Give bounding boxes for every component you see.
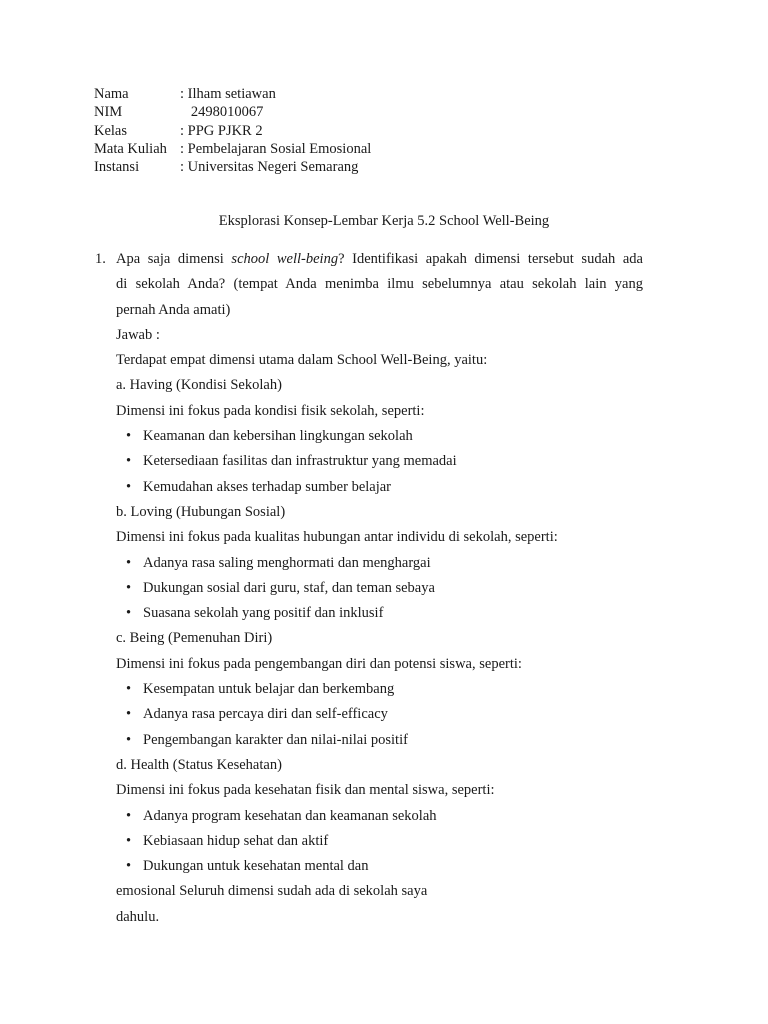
section-description: Dimensi ini fokus pada kualitas hubungan antar individu di sekolah, seperti:	[116, 529, 558, 546]
list-item-text: Ketersediaan fasilitas dan infrastruktur yang memadai	[143, 453, 457, 470]
question-text: ? Identifikasi apakah dimensi tersebut sudah ada	[338, 251, 643, 267]
list-item	[95, 424, 643, 449]
list-item-text: Pengembangan karakter dan nilai-nilai positif	[143, 731, 408, 748]
list-item	[95, 449, 643, 474]
bullet-icon: •	[126, 478, 132, 495]
list-item	[95, 576, 643, 601]
list-item	[95, 677, 643, 702]
question-line	[95, 247, 643, 272]
section-heading: b. Loving (Hubungan Sosial)	[116, 503, 286, 520]
info-label: Kelas	[94, 122, 128, 139]
list-item-text: Suasana sekolah yang positif dan inklusif	[143, 605, 384, 622]
bullet-icon: •	[126, 807, 132, 824]
list-item-text: Dukungan sosial dari guru, staf, dan teman sebaya	[143, 579, 435, 596]
bullet-icon: •	[126, 681, 132, 698]
info-row-name	[94, 85, 371, 103]
info-row-nim	[94, 103, 371, 121]
info-value: 2498010067	[180, 104, 264, 121]
list-item-text: Adanya program kesehatan dan keamanan sekolah	[143, 807, 437, 824]
bullet-icon: •	[126, 579, 132, 596]
bullet-icon: •	[126, 428, 132, 445]
list-item	[95, 829, 643, 854]
info-value: : Ilham setiawan	[180, 86, 276, 102]
info-value: : PPG PJKR 2	[180, 122, 263, 139]
question-line: pernah Anda amati)	[116, 301, 231, 318]
info-label: Nama	[94, 86, 129, 102]
section-description: Dimensi ini fokus pada kondisi fisik sekolah, seperti:	[116, 402, 425, 419]
bullet-icon: •	[126, 453, 132, 470]
info-row-class	[94, 122, 371, 140]
list-item	[95, 728, 643, 753]
document-body	[95, 247, 643, 930]
list-item-text: Dukungan untuk kesehatan mental dan	[143, 858, 369, 875]
info-row-institution	[94, 158, 371, 176]
question-text: Apa saja dimensi	[116, 251, 232, 267]
section-heading: c. Being (Pemenuhan Diri)	[116, 630, 273, 647]
bullet-icon: •	[126, 706, 132, 723]
info-value: : Pembelajaran Sosial Emosional	[180, 140, 372, 157]
answer-intro: Terdapat empat dimensi utama dalam School Well-Being, yaitu:	[116, 352, 488, 369]
document-title: Eksplorasi Konsep-Lembar Kerja 5.2 School Well-Being	[218, 213, 550, 229]
section-heading: d. Health (Status Kesehatan)	[116, 756, 282, 773]
list-item	[95, 804, 643, 829]
student-info	[94, 85, 371, 176]
list-item	[95, 475, 643, 500]
question-line: di sekolah Anda? (tempat Anda menimba ilmu sebelumnya atau sekolah lain yang	[116, 276, 643, 293]
list-item-text: Kebiasaan hidup sehat dan aktif	[143, 832, 329, 849]
info-label: Instansi	[94, 159, 140, 176]
question-emphasis: school well-being	[231, 251, 339, 267]
list-item-text: Keamanan dan kebersihan lingkungan sekolah	[143, 428, 413, 445]
bullet-icon: •	[126, 554, 132, 571]
closing-text: emosional Seluruh dimensi sudah ada di sekolah saya	[116, 883, 428, 900]
section-description: Dimensi ini fokus pada kesehatan fisik dan mental siswa, seperti:	[116, 782, 495, 799]
info-value: : Universitas Negeri Semarang	[180, 159, 359, 176]
info-label: Mata Kuliah	[94, 140, 167, 157]
list-item	[95, 601, 643, 626]
list-item	[95, 551, 643, 576]
bullet-icon: •	[126, 858, 132, 875]
bullet-icon: •	[126, 605, 132, 622]
list-item-text: Adanya rasa saling menghormati dan menghargai	[143, 554, 431, 571]
section-heading: a. Having (Kondisi Sekolah)	[116, 377, 282, 394]
info-row-course	[94, 140, 371, 158]
bullet-icon: •	[126, 832, 132, 849]
closing-text: dahulu.	[116, 908, 160, 925]
list-item-text: Kemudahan akses terhadap sumber belajar	[143, 478, 392, 495]
list-item	[95, 702, 643, 727]
info-label: NIM	[94, 104, 123, 121]
question-number: 1.	[95, 251, 106, 267]
answer-label: Jawab :	[116, 326, 160, 343]
list-item-text: Kesempatan untuk belajar dan berkembang	[143, 681, 395, 698]
section-description: Dimensi ini fokus pada pengembangan diri dan potensi siswa, seperti:	[116, 655, 522, 672]
list-item	[95, 854, 643, 879]
list-item-text: Adanya rasa percaya diri dan self-efficacy	[143, 706, 388, 723]
bullet-icon: •	[126, 731, 132, 748]
